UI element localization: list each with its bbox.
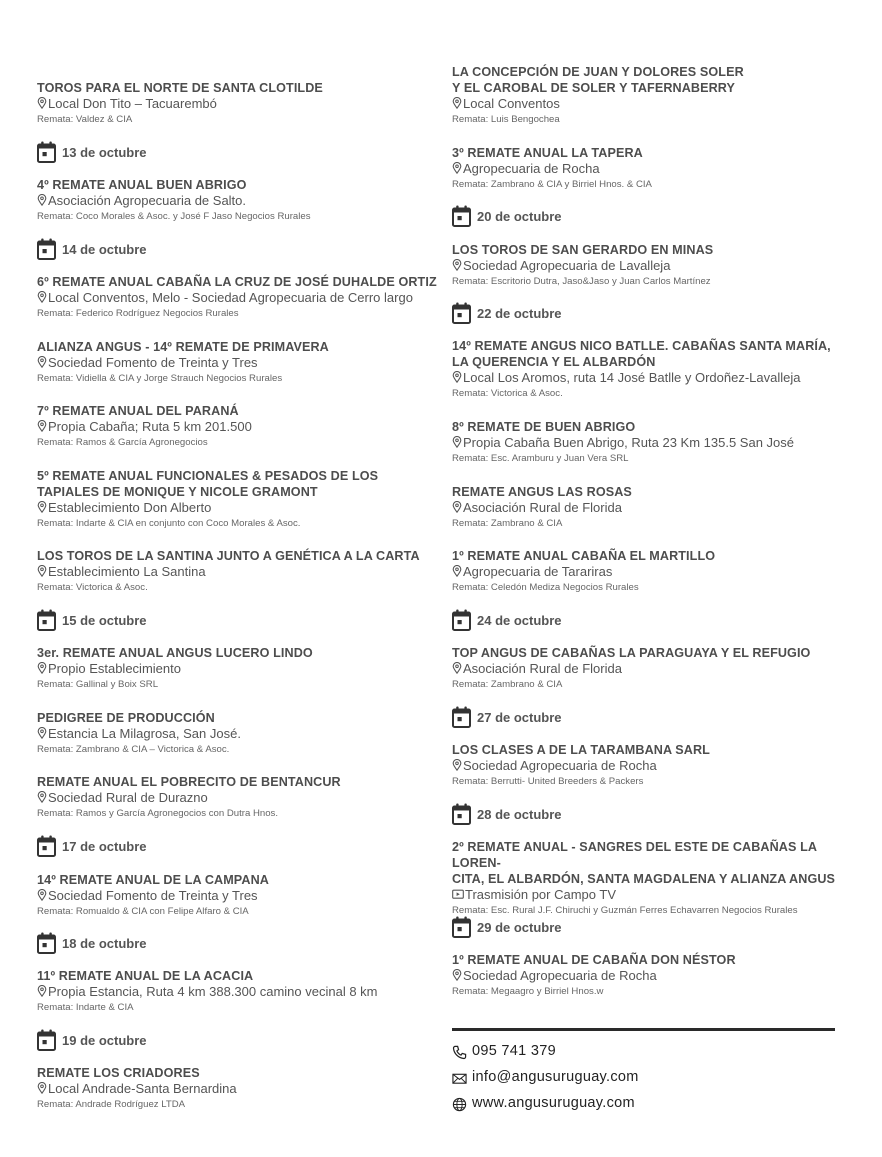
date-label: 18 de octubre [62, 936, 147, 951]
date-label: 20 de octubre [477, 209, 562, 224]
auction-location: Propia Estancia, Ruta 4 km 388.300 camino vecinal 8 km [37, 984, 437, 1000]
auctioneer: Remata: Zambrano & CIA y Birriel Hnos. & CIA [452, 179, 652, 190]
date-header [452, 916, 852, 938]
calendar-icon [452, 302, 471, 324]
auction-item [37, 872, 437, 920]
auction-title: 11º REMATE ANUAL DE LA ACACIA [37, 969, 254, 983]
auctioneer: Remata: Vidiella & CIA y Jorge Strauch Negocios Rurales [37, 373, 283, 384]
auction-title: LA QUERENCIA Y EL ALBARDÓN [452, 355, 656, 369]
location-pin-icon [37, 356, 47, 368]
auctioneer: Remata: Coco Morales & Asoc. y José F Jaso Negocios Rurales [37, 211, 311, 222]
auction-location: Establecimiento La Santina [37, 564, 437, 580]
date-header [452, 302, 852, 324]
auction-title: REMATE ANGUS LAS ROSAS [452, 485, 632, 499]
auction-location: Sociedad Fomento de Treinta y Tres [37, 888, 437, 904]
auction-location: Establecimiento Don Alberto [37, 500, 437, 516]
location-pin-icon [452, 259, 462, 271]
date-label: 28 de octubre [477, 807, 562, 822]
auction-title: TOP ANGUS DE CABAÑAS LA PARAGUAYA Y EL REFUGIO [452, 646, 811, 660]
location-pin-icon [452, 565, 462, 577]
auction-item [37, 774, 437, 822]
date-label: 27 de octubre [477, 710, 562, 725]
auctioneer: Remata: Gallinal y Boix SRL [37, 679, 159, 690]
date-header [37, 238, 437, 260]
auction-title: 1º REMATE ANUAL DE CABAÑA DON NÉSTOR [452, 953, 736, 967]
calendar-icon [37, 609, 56, 631]
auctioneer: Remata: Indarte & CIA [37, 1002, 134, 1013]
auction-title: REMATE ANUAL EL POBRECITO DE BENTANCUR [37, 775, 341, 789]
phone-number: 095 741 379 [472, 1043, 556, 1059]
location-pin-icon [37, 291, 47, 303]
auctioneer: Remata: Federico Rodríguez Negocios Rurales [37, 308, 239, 319]
auction-title: ALIANZA ANGUS - 14º REMATE DE PRIMAVERA [37, 340, 329, 354]
auctioneer: Remata: Valdez & CIA [37, 114, 133, 125]
auction-location: Local Conventos [452, 96, 852, 112]
auction-title: LOS TOROS DE SAN GERARDO EN MINAS [452, 243, 714, 257]
auction-location: Sociedad Rural de Durazno [37, 790, 437, 806]
auctioneer: Remata: Victorica & Asoc. [37, 582, 148, 593]
auction-item [37, 403, 437, 451]
calendar-icon [37, 141, 56, 163]
auction-title: 8º REMATE DE BUEN ABRIGO [452, 420, 636, 434]
date-header [452, 803, 852, 825]
calendar-icon [452, 609, 471, 631]
auction-title: 3º REMATE ANUAL LA TAPERA [452, 146, 643, 160]
auction-title: 14º REMATE ANGUS NICO BATLLE. CABAÑAS SANTA MARÍA, [452, 339, 831, 353]
auction-item [452, 742, 852, 790]
date-label: 14 de octubre [62, 242, 147, 257]
location-pin-icon [37, 985, 47, 997]
auction-location: Sociedad Agropecuaria de Rocha [452, 968, 852, 984]
location-pin-icon [37, 1082, 47, 1094]
auction-location: Asociación Agropecuaria de Salto. [37, 193, 437, 209]
auction-location: Asociación Rural de Florida [452, 661, 852, 677]
date-header [37, 609, 437, 631]
auctioneer: Remata: Victorica & Asoc. [452, 388, 563, 399]
date-label: 22 de octubre [477, 306, 562, 321]
auction-location: Agropecuaria de Rocha [452, 161, 852, 177]
location-pin-icon [452, 97, 462, 109]
calendar-icon [452, 916, 471, 938]
auction-title: 5º REMATE ANUAL FUNCIONALES & PESADOS DE LOS [37, 469, 379, 483]
auction-title: TOROS PARA EL NORTE DE SANTA CLOTILDE [37, 81, 323, 95]
auction-location: Local Conventos, Melo - Sociedad Agropecuaria de Cerro largo [37, 290, 437, 306]
calendar-icon [452, 803, 471, 825]
auction-location: Local Andrade-Santa Bernardina [37, 1081, 437, 1097]
auction-item [452, 242, 852, 290]
location-pin-icon [37, 791, 47, 803]
auction-item [452, 484, 852, 532]
auction-location: Sociedad Agropecuaria de Rocha [452, 758, 852, 774]
auction-title: Y EL CAROBAL DE SOLER Y TAFERNABERRY [452, 81, 736, 95]
date-label: 24 de octubre [477, 613, 562, 628]
auction-title: 3er. REMATE ANUAL ANGUS LUCERO LINDO [37, 646, 313, 660]
calendar-icon [37, 835, 56, 857]
location-pin-icon [452, 371, 462, 383]
contact-email[interactable] [452, 1069, 752, 1089]
auction-location: Propia Cabaña; Ruta 5 km 201.500 [37, 419, 437, 435]
auction-item [452, 64, 852, 128]
auction-location: Local Los Aromos, ruta 14 José Batlle y Ordoñez-Lavalleja [452, 370, 852, 386]
auction-title: 7º REMATE ANUAL DEL PARANÁ [37, 404, 239, 418]
location-pin-icon [37, 662, 47, 674]
auction-item [37, 968, 437, 1016]
contact-phone[interactable] [452, 1043, 752, 1063]
auction-title: 4º REMATE ANUAL BUEN ABRIGO [37, 178, 247, 192]
calendar-icon [37, 932, 56, 954]
date-label: 19 de octubre [62, 1033, 147, 1048]
auctioneer: Remata: Esc. Aramburu y Juan Vera SRL [452, 453, 629, 464]
auctioneer: Remata: Ramos & García Agronegocios [37, 437, 208, 448]
auction-location: Asociación Rural de Florida [452, 500, 852, 516]
auction-title: 6º REMATE ANUAL CABAÑA LA CRUZ DE JOSÉ DUHALDE ORTIZ [37, 275, 437, 289]
location-pin-icon [452, 501, 462, 513]
auctioneer: Remata: Celedón Mediza Negocios Rurales [452, 582, 639, 593]
location-pin-icon [37, 727, 47, 739]
calendar-icon [37, 1029, 56, 1051]
auction-item [452, 419, 852, 467]
auction-title: REMATE LOS CRIADORES [37, 1066, 200, 1080]
auctioneer: Remata: Andrade Rodríguez LTDA [37, 1099, 186, 1110]
auction-item [37, 177, 437, 225]
calendar-icon [452, 706, 471, 728]
envelope-icon [452, 1071, 467, 1086]
auction-title: PEDIGREE DE PRODUCCIÓN [37, 711, 215, 725]
location-pin-icon [452, 436, 462, 448]
date-header [452, 706, 852, 728]
auction-title: LOS TOROS DE LA SANTINA JUNTO A GENÉTICA A LA CARTA [37, 549, 420, 563]
auction-title: TAPIALES DE MONIQUE Y NICOLE GRAMONT [37, 485, 318, 499]
auction-item [37, 645, 437, 693]
auctioneer: Remata: Zambrano & CIA [452, 679, 563, 690]
date-header [37, 932, 437, 954]
calendar-icon [37, 238, 56, 260]
auction-location: Trasmisión por Campo TV [452, 887, 852, 903]
auction-title: 14º REMATE ANUAL DE LA CAMPANA [37, 873, 269, 887]
auction-title: CITA, EL ALBARDÓN, SANTA MAGDALENA Y ALIANZA ANGUS [452, 872, 836, 886]
location-pin-icon [452, 969, 462, 981]
auction-location: Propia Cabaña Buen Abrigo, Ruta 23 Km 135.5 San José [452, 435, 852, 451]
auction-item [37, 468, 437, 532]
date-header [37, 141, 437, 163]
auction-item [452, 548, 852, 596]
auction-title: LA CONCEPCIÓN DE JUAN Y DOLORES SOLER [452, 65, 744, 79]
location-pin-icon [37, 501, 47, 513]
auctioneer: Remata: Escritorio Dutra, Jaso&Jaso y Juan Carlos Martínez [452, 276, 711, 287]
auctioneer: Remata: Berrutti- United Breeders & Packers [452, 776, 644, 787]
location-pin-icon [37, 97, 47, 109]
location-pin-icon [452, 759, 462, 771]
date-label: 15 de octubre [62, 613, 147, 628]
auction-item [452, 338, 852, 402]
auction-item [37, 339, 437, 387]
auction-item [452, 145, 852, 193]
date-header [37, 1029, 437, 1051]
date-label: 13 de octubre [62, 145, 147, 160]
auctioneer: Remata: Ramos y García Agronegocios con Dutra Hnos. [37, 808, 279, 819]
location-pin-icon [452, 162, 462, 174]
auction-item [452, 952, 852, 1000]
contact-divider [452, 1028, 835, 1031]
auctioneer: Remata: Luis Bengochea [452, 114, 560, 125]
auctioneer: Remata: Zambrano & CIA [452, 518, 563, 529]
auction-item [37, 548, 437, 596]
location-pin-icon [452, 662, 462, 674]
auction-location: Local Don Tito – Tacuarembó [37, 96, 437, 112]
auctioneer: Remata: Romualdo & CIA con Felipe Alfaro & CIA [37, 906, 249, 917]
auction-item [452, 645, 852, 693]
auctioneer: Remata: Megaagro y Birriel Hnos.w [452, 986, 604, 997]
date-header [452, 609, 852, 631]
auction-item [37, 710, 437, 758]
location-pin-icon [37, 889, 47, 901]
contact-website[interactable] [452, 1095, 752, 1115]
auctioneer: Remata: Zambrano & CIA – Victorica & Asoc. [37, 744, 230, 755]
auction-title: LOS CLASES A DE LA TARAMBANA SARL [452, 743, 710, 757]
calendar-icon [452, 205, 471, 227]
auction-location: Sociedad Fomento de Treinta y Tres [37, 355, 437, 371]
auctioneer: Remata: Esc. Rural J.F. Chiruchi y Guzmán Ferres Echavarren Negocios Rurales [452, 905, 798, 916]
date-header [452, 205, 852, 227]
location-pin-icon [37, 565, 47, 577]
auctioneer: Remata: Indarte & CIA en conjunto con Coco Morales & Asoc. [37, 518, 301, 529]
location-pin-icon [37, 420, 47, 432]
location-pin-icon [37, 194, 47, 206]
auction-item [452, 839, 852, 919]
auction-item [37, 274, 437, 322]
auction-location: Propio Establecimiento [37, 661, 437, 677]
auction-item [37, 1065, 437, 1113]
email-address: info@angusuruguay.com [472, 1069, 639, 1085]
globe-icon [452, 1097, 467, 1112]
website-url: www.angusuruguay.com [472, 1095, 635, 1111]
auction-title: 2º REMATE ANUAL - SANGRES DEL ESTE DE CABAÑAS LA LOREN- [452, 840, 817, 870]
auction-location: Agropecuaria de Tarariras [452, 564, 852, 580]
auction-location: Estancia La Milagrosa, San José. [37, 726, 437, 742]
date-label: 29 de octubre [477, 920, 562, 935]
auction-location: Sociedad Agropecuaria de Lavalleja [452, 258, 852, 274]
tv-icon [452, 888, 464, 900]
date-label: 17 de octubre [62, 839, 147, 854]
date-header [37, 835, 437, 857]
phone-icon [452, 1045, 467, 1060]
auction-title: 1º REMATE ANUAL CABAÑA EL MARTILLO [452, 549, 716, 563]
auction-item [37, 80, 437, 128]
